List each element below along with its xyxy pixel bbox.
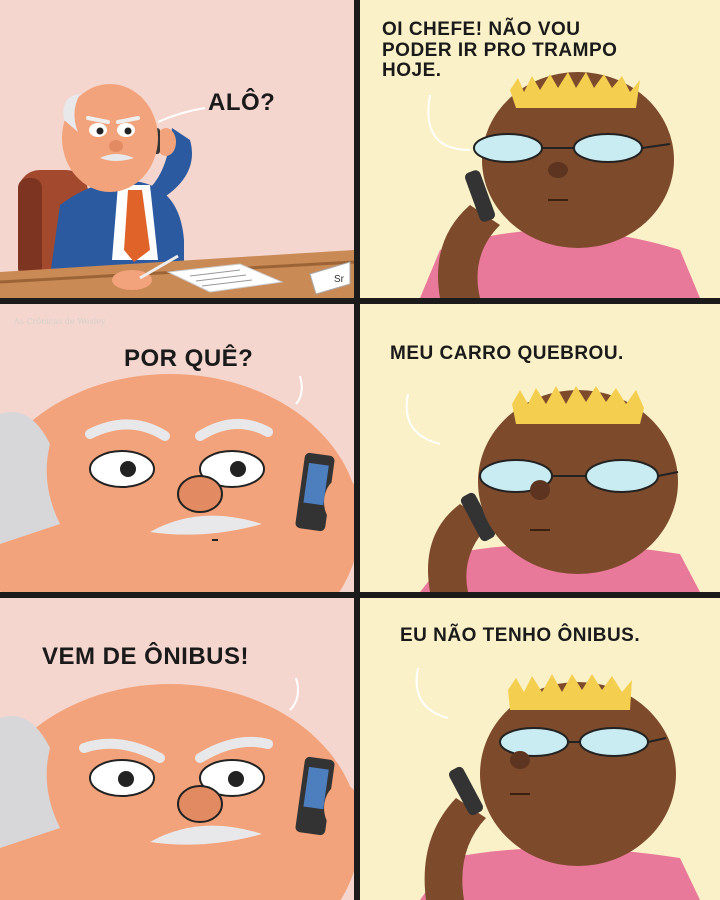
speech-bubble-4: MEU CARRO QUEBROU. [390, 343, 624, 364]
panel-5 [0, 598, 354, 900]
boss-at-desk-illustration [0, 0, 354, 298]
desk-sign: Sr [334, 274, 344, 285]
panel-6 [360, 598, 720, 900]
watermark: As Crônicas de Wesley [14, 317, 106, 326]
panel-1 [0, 0, 354, 298]
speech-bubble-2: OI CHEFE! NÃO VOU PODER IR PRO TRAMPO HOJE. [382, 19, 618, 82]
speech-bubble-3: POR QUÊ? [124, 345, 254, 372]
panel-2 [360, 0, 720, 298]
speech-bubble-5: VEM DE ÔNIBUS! [42, 643, 250, 670]
panel-4 [360, 304, 720, 592]
speech-bubble-1: ALÔ? [208, 89, 276, 116]
panel-3 [0, 304, 354, 592]
speech-bubble-6: EU NÃO TENHO ÔNIBUS. [400, 625, 641, 646]
